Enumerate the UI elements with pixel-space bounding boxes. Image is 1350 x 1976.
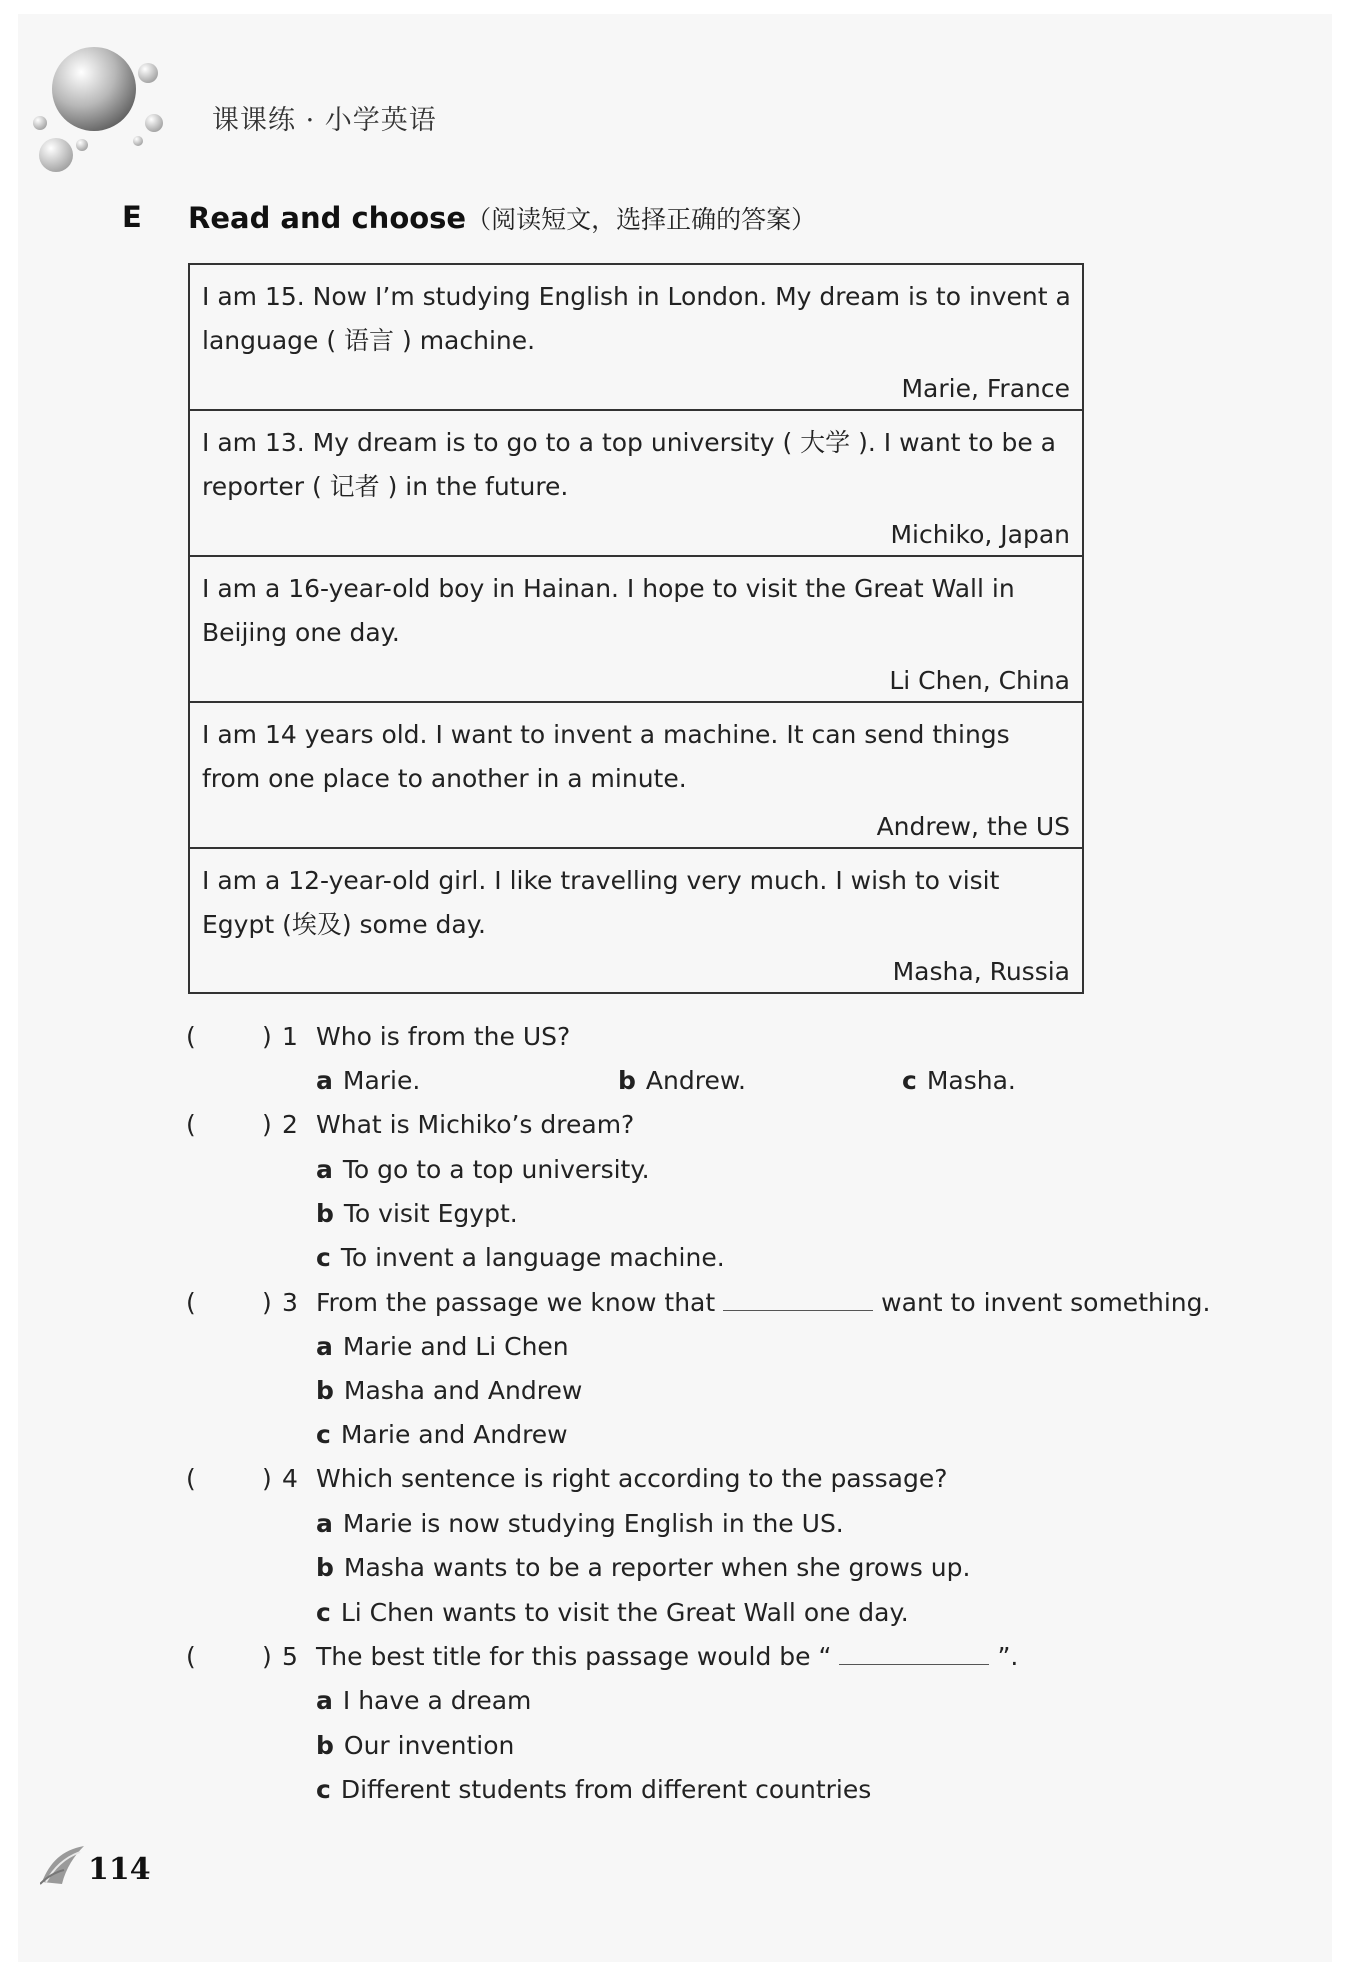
option-c [316,1420,568,1449]
passage-row [190,703,1082,849]
fill-blank[interactable] [839,1663,989,1665]
answer-bracket-close: ) [262,1464,272,1493]
question-number: 5 [282,1642,298,1671]
option-letter: c [316,1598,331,1627]
option-text: To visit Egypt. [343,1199,518,1228]
option-text: Marie and Andrew [340,1420,568,1449]
option-b [618,1066,746,1095]
answer-bracket-open[interactable]: ( [186,1022,196,1051]
option-letter: b [316,1199,334,1228]
option-c [316,1243,725,1272]
option-text: Our invention [343,1731,515,1760]
option-a [316,1332,569,1361]
option-a [316,1509,844,1538]
passage-author: Marie, France [901,374,1070,403]
passage-row [190,557,1082,703]
question-number: 3 [282,1288,298,1317]
option-b [316,1199,518,1228]
question-text: Who is from the US? [316,1022,571,1051]
option-letter: b [618,1066,636,1095]
bubbles-logo-icon [30,45,170,175]
option-text: Andrew. [645,1066,746,1095]
option-letter: b [316,1376,334,1405]
section-title [188,200,816,236]
question-text [316,1288,1210,1317]
passage-text: I am a 12-year-old girl. I like travelling very much. I wish to visit Egypt (埃及) some day. [202,866,1000,939]
passage-row [190,265,1082,411]
book-title: 课课练 · 小学英语 [212,105,437,136]
answer-bracket-close: ) [262,1288,272,1317]
question-text [316,1642,1018,1671]
option-text: Different students from different countries [340,1775,872,1804]
option-c [316,1775,871,1804]
answer-bracket-close: ) [262,1022,272,1051]
section-letter: E [122,200,142,234]
option-text: Marie and Li Chen [342,1332,569,1361]
option-text: Masha and Andrew [343,1376,583,1405]
option-a [316,1155,650,1184]
option-letter: b [316,1553,334,1582]
option-text: To invent a language machine. [340,1243,725,1272]
fill-blank[interactable] [723,1309,873,1311]
passage-row [190,411,1082,557]
passage-author: Michiko, Japan [890,520,1070,549]
question-text-after: ”. [997,1642,1019,1671]
question-number: 4 [282,1464,298,1493]
answer-bracket-open[interactable]: ( [186,1110,196,1139]
option-letter: c [902,1066,917,1095]
question-text: What is Michiko’s dream? [316,1110,635,1139]
page-number: 114 [88,1852,151,1887]
passage-table [188,263,1084,994]
option-letter: b [316,1731,334,1760]
option-c [902,1066,1016,1095]
option-c [316,1598,909,1627]
question-text: Which sentence is right according to the passage? [316,1464,948,1493]
answer-bracket-close: ) [262,1642,272,1671]
option-text: To go to a top university. [342,1155,650,1184]
option-text: Marie. [342,1066,421,1095]
question-text-after: want to invent something. [881,1288,1211,1317]
question-number: 2 [282,1110,298,1139]
section-note: （阅读短文，选择正确的答案） [466,205,817,234]
answer-bracket-open[interactable]: ( [186,1642,196,1671]
option-b [316,1376,582,1405]
option-text: I have a dream [342,1686,532,1715]
passage-text: I am 13. My dream is to go to a top university ( 大学 ). I want to be a reporter ( 记者 ) in the future. [202,428,1056,501]
question-text-before: From the passage we know that [316,1288,716,1317]
answer-bracket-open[interactable]: ( [186,1288,196,1317]
answer-bracket-open[interactable]: ( [186,1464,196,1493]
option-b [316,1731,514,1760]
option-b [316,1553,970,1582]
option-letter: c [316,1420,331,1449]
answer-bracket-close: ) [262,1110,272,1139]
option-a [316,1686,531,1715]
option-text: Masha wants to be a reporter when she grows up. [343,1553,971,1582]
section-title-text: Read and choose [188,201,467,235]
passage-text: I am 15. Now I’m studying English in London. My dream is to invent a language ( 语言 ) machine. [202,282,1071,355]
option-letter: a [316,1066,333,1095]
passage-text: I am 14 years old. I want to invent a machine. It can send things from one place to another in a minute. [202,720,1010,793]
option-text: Li Chen wants to visit the Great Wall one day. [340,1598,909,1627]
option-text: Marie is now studying English in the US. [342,1509,844,1538]
passage-author: Li Chen, China [889,666,1070,695]
leaf-icon [40,1842,86,1886]
passage-row [190,849,1082,992]
question-text-before: The best title for this passage would be “ [316,1642,832,1671]
passage-author: Andrew, the US [876,812,1070,841]
option-letter: a [316,1509,333,1538]
option-letter: a [316,1332,333,1361]
passage-author: Masha, Russia [892,957,1070,986]
option-text: Masha. [926,1066,1016,1095]
option-letter: c [316,1243,331,1272]
question-number: 1 [282,1022,298,1051]
option-a [316,1066,420,1095]
passage-text: I am a 16-year-old boy in Hainan. I hope to visit the Great Wall in Beijing one day. [202,574,1015,647]
option-letter: a [316,1686,333,1715]
option-letter: c [316,1775,331,1804]
option-letter: a [316,1155,333,1184]
